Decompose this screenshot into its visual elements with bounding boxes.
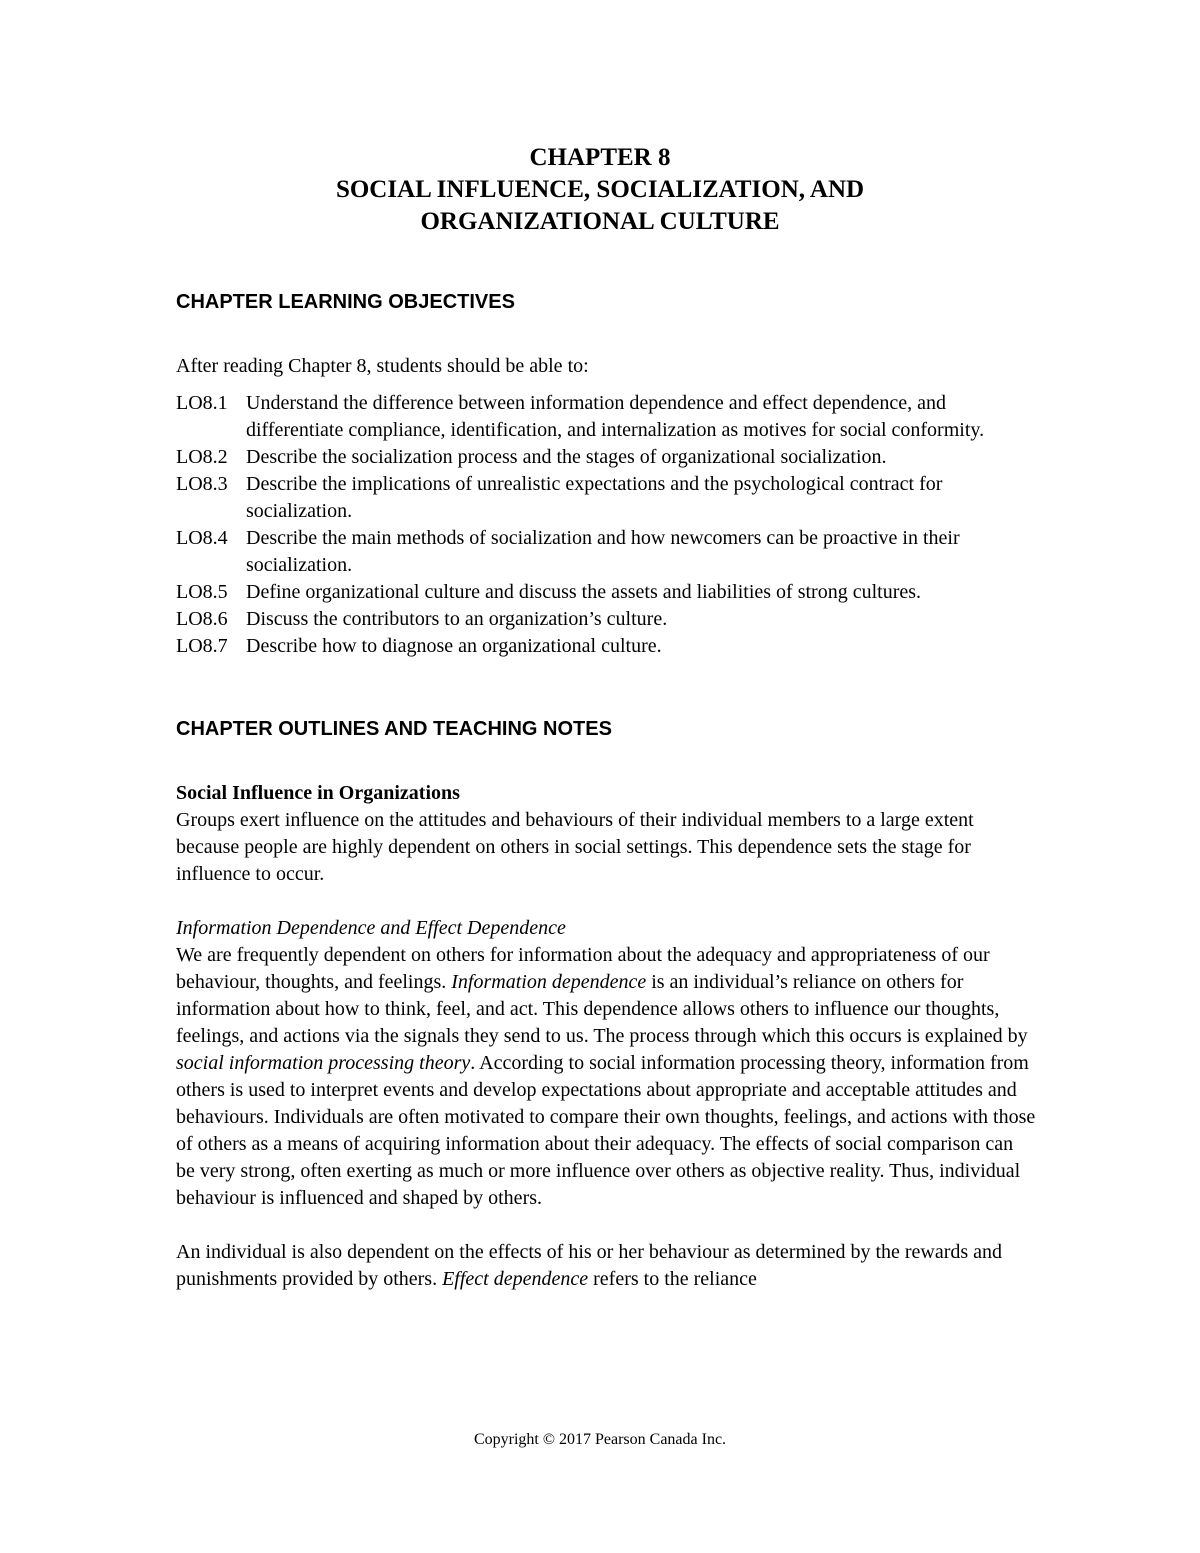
objective-text: Discuss the contributors to an organization’s culture. (246, 608, 668, 630)
list-item (176, 471, 1036, 525)
learning-objectives-list (176, 390, 1036, 660)
text-run: An individual is also dependent on the effects of his or her behaviour as determined by the rewards and punishments provided by others. (176, 1241, 1003, 1290)
chapter-title-line-1: SOCIAL INFLUENCE, SOCIALIZATION, AND (335, 176, 865, 203)
list-item (176, 444, 1036, 471)
list-item (176, 606, 1036, 633)
list-item (176, 633, 1036, 660)
objective-code: LO8.4 (176, 527, 228, 549)
term-effect-dependence: Effect dependence (442, 1268, 589, 1290)
chapter-title-line-2: ORGANIZATIONAL CULTURE (420, 208, 780, 235)
objective-code: LO8.3 (176, 473, 228, 495)
objective-text: Describe the socialization process and the stages of organizational socialization. (246, 446, 887, 468)
chapter-title (0, 142, 1200, 238)
dependence-subheading: Information Dependence and Effect Dependence (176, 917, 566, 939)
chapter-number: CHAPTER 8 (529, 144, 671, 171)
copyright-footer: Copyright © 2017 Pearson Canada Inc. (473, 1431, 727, 1448)
text-run: is an individual’s reliance on others for information about how to think, feel, and act. This dependence allows others to influence our thoughts, feelings, and actions via the signals they send to us. The process through which this occurs is explained by (176, 971, 1028, 1047)
objective-code: LO8.1 (176, 392, 228, 414)
list-item (176, 579, 1036, 606)
text-run: refers to the reliance (588, 1268, 757, 1290)
objective-text: Describe the main methods of socialization and how newcomers can be proactive in their socialization. (246, 527, 960, 576)
term-social-information-processing: social information processing theory (176, 1052, 471, 1074)
objective-text: Describe the implications of unrealistic expectations and the psychological contract for socialization. (246, 473, 943, 522)
term-information-dependence: Information dependence (451, 971, 647, 993)
objectives-intro: After reading Chapter 8, students should be able to: (176, 355, 589, 377)
objective-text: Understand the difference between information dependence and effect dependence, and differentiate compliance, identification, and internalization as motives for social conformity. (246, 392, 985, 441)
social-influence-heading: Social Influence in Organizations (176, 782, 460, 804)
objective-code: LO8.7 (176, 635, 228, 657)
page-content (176, 289, 1036, 1293)
objective-code: LO8.2 (176, 446, 228, 468)
list-item (176, 525, 1036, 579)
objective-text: Define organizational culture and discuss the assets and liabilities of strong cultures. (246, 581, 922, 603)
text-run: We are frequently dependent on others for information about the adequacy and appropriateness of our behaviour, thoughts, and feelings. (176, 944, 990, 993)
text-run: . According to social information processing theory, information from others is used to interpret events and develop expectations about appropriate and acceptable attitudes and behaviours. Individuals are often motivated to compare their own thoughts, feelings, and actions with those of others as a means of acquiring information about their adequacy. The effects of social comparison can be very strong, often exerting as much or more influence over others as objective reality. Thus, individual behaviour is influenced and shaped by others. (176, 1052, 1036, 1209)
social-influence-paragraph: Groups exert influence on the attitudes and behaviours of their individual members to a large extent because people are highly dependent on others in social settings. This dependence sets the stage for influence to occur. (176, 809, 974, 885)
outlines-heading: CHAPTER OUTLINES AND TEACHING NOTES (176, 718, 612, 740)
dependence-paragraph-1 (176, 942, 1036, 1212)
list-item (176, 390, 1036, 444)
objective-code: LO8.5 (176, 581, 228, 603)
dependence-paragraph-2 (176, 1239, 1036, 1293)
objective-code: LO8.6 (176, 608, 228, 630)
objective-text: Describe how to diagnose an organizational culture. (246, 635, 662, 657)
learning-objectives-heading: CHAPTER LEARNING OBJECTIVES (176, 291, 515, 313)
